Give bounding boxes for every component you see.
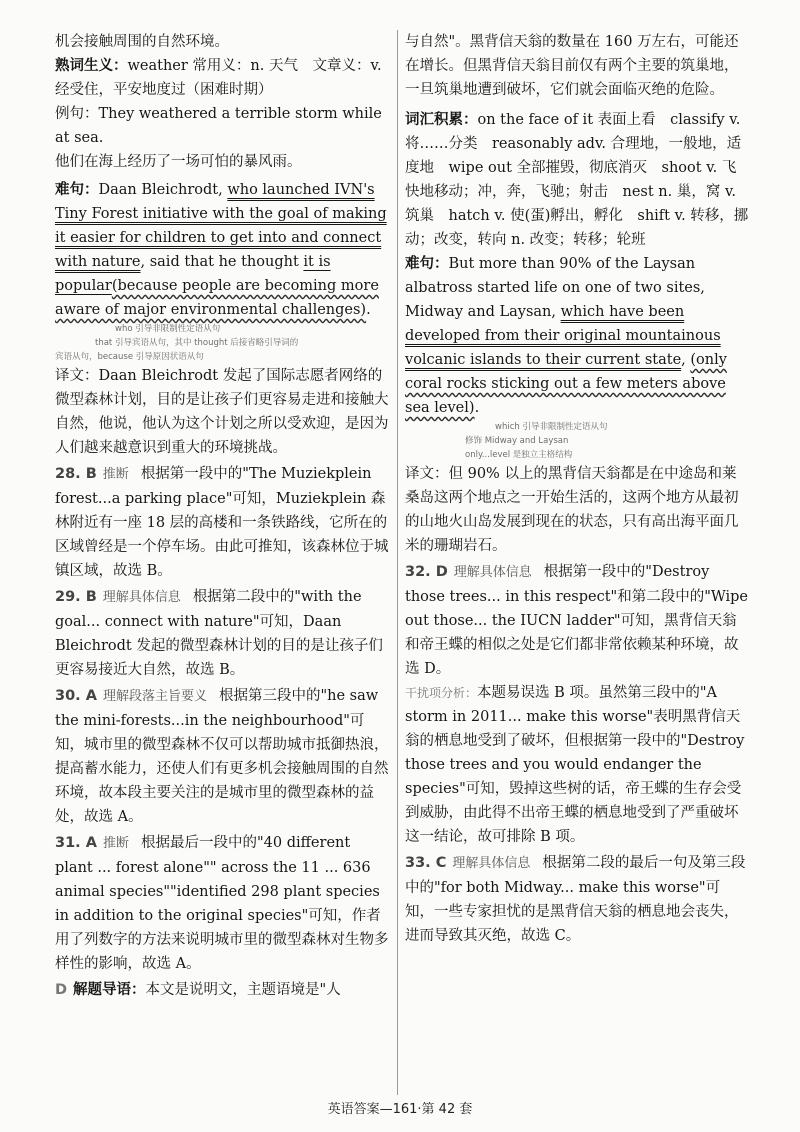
guide-label: 解题导语：	[73, 981, 146, 998]
example-sentence	[55, 102, 390, 150]
guide	[55, 978, 390, 1002]
hard2-part-3: ,	[681, 352, 691, 368]
hard-clause-that: it is popular	[55, 254, 331, 294]
page-footer: 英语答案—161·第 42 套	[327, 1102, 473, 1117]
answer-31-type: 推断	[102, 836, 129, 851]
answer-30-num: 30. A	[55, 688, 97, 704]
answer-28	[55, 462, 390, 583]
translation2-text: 但 90% 以上的黑背信天翁都是在中途岛和莱桑岛这两个地点之一开始生活的，这两个地方从最初的山地火山岛发展到现在的状态，只有高出海平面几米的珊瑚岩石。	[405, 466, 739, 554]
hard2-label: 难句：	[405, 255, 449, 272]
example-label: 例句：	[55, 106, 99, 122]
hard-part-1: Daan Bleichrodt,	[98, 182, 228, 198]
translation	[55, 364, 390, 460]
answer-32-type: 理解具体信息	[453, 565, 532, 580]
interference-text: 本题易误选 B 项。虽然第三段中的"A storm in 2011... make this worse"表明黑背信天翁的栖息地受到了破坏，但根据第一段中的"Destroy those trees and you would endanger the species"可知，毁掉这些树的话，帝王蝶的生存会受到威胁，由此得不出帝王蝶的栖息地受到了严重破坏这一结论，故可排除 B 项。	[405, 685, 745, 845]
hard-clause-who: who launched IVN's Tiny Forest initiative with the goal of making it easier for children to get into and connect with nature	[55, 182, 387, 270]
answer-30-text: 根据第三段中的"he saw the mini-forests...in the neighbourhood"可知，城市里的微型森林不仅可以帮助城市抵御热浪，提高蓄水能力，还使人们有更多机会接触周围的自然环境，故本段主要关注的是城市里的微型森林的益处，故选 A。	[55, 688, 389, 825]
hard-sentence	[55, 178, 390, 322]
answer-28-type: 推断	[102, 467, 129, 482]
vocab-note	[55, 54, 390, 102]
answer-32	[405, 560, 749, 681]
answer-31-text: 根据最后一段中的"40 different plant ... forest alone"" across the 11 ... 636 animal species""identified 298 plant species in addition to the original species"可知，作者用了列数字的方法来说明城市里的微型森林对生物多样性的影响，故选 A。	[55, 835, 389, 972]
example-en: They weathered a terrible storm while at sea.	[55, 106, 382, 146]
hard2-part-1: But more than 90% of the Laysan albatross started life on one of two sites, Midway and Laysan,	[405, 256, 705, 320]
guide-text: 本文是说明文，主题语境是"人	[145, 982, 341, 998]
vocab-label: 熟词生义：	[55, 57, 128, 74]
vocab-accumulation	[405, 108, 749, 252]
answer-33-num: 33. C	[405, 855, 447, 871]
vocab-acc-text: on the face of it 表面上看 classify v. 将……分类 reasonably adv. 合理地，一般地，适度地 wipe out 全部摧毁，彻底消灭 shoot v. 飞快地移动；冲，奔，飞驰；射击 nest n. 巢，窝 v. 筑巢 hatch v. 使(蛋)孵出，孵化 shift v. 转移，挪动；改变，转向 n. 改变；转移；轮班	[405, 112, 749, 248]
answer-33-text: 根据第二段的最后一句及第三段中的"for both Midway... make this worse"可知，一些专家担忧的是黑背信天翁的栖息地会丧失，进而导致其灭绝，故选 C。	[405, 855, 746, 944]
hard2-annotation-2: 修饰 Midway and Laysan	[465, 436, 569, 446]
answer-33-type: 理解具体信息	[452, 856, 531, 871]
hard-label: 难句：	[55, 181, 99, 198]
answer-28-text: 根据第一段中的"The Muziekplein forest...a parking place"可知，Muziekplein 森林附近有一座 18 层的高楼和一条铁路线，它所在的区域曾经是一个停车场。由此可推知，该森林位于城镇区域，故选 B。	[55, 466, 389, 579]
hard2-annotation-3: only...level 是独立主格结构	[465, 450, 573, 460]
hard-annotation-1: who 引导非限制性定语从句	[115, 324, 221, 334]
vocab-acc-label: 词汇积累：	[405, 111, 478, 128]
answer-29-text: 根据第二段中的"with the goal... connect with nature"可知，Daan Bleichrodt 发起的微型森林计划的目的是让孩子们更容易接近大自然，故选 B。	[55, 589, 383, 678]
hard-part-6: .	[366, 302, 371, 318]
translation-text: Daan Bleichrodt 发起了国际志愿者网络的微型森林计划，目的是让孩子们更容易走进和接触大自然，他说，他认为这个计划之所以受欢迎，是因为人们越来越意识到重大的环境挑战。	[55, 368, 389, 456]
hard-annotation-2: that 引导宾语从句，其中 thought 后接省略引导词的	[95, 338, 299, 348]
answer-29-num: 29. B	[55, 589, 97, 605]
answer-31	[55, 831, 390, 976]
hard-part-3: , said that he thought	[140, 254, 304, 270]
interference-analysis	[405, 681, 749, 849]
answer-29-type: 理解具体信息	[102, 590, 181, 605]
vocab-text: weather 常用义：n. 天气 文章义：v. 经受住，平安地度过（困难时期）	[55, 58, 382, 98]
left-column	[55, 30, 390, 1002]
right-column	[405, 30, 749, 948]
translation2-label: 译文：	[405, 466, 449, 482]
hard2-annotation-1: which 引导非限制性定语从句	[495, 422, 608, 432]
interference-label: 干扰项分析：	[405, 686, 478, 700]
hard2-part-5: .	[474, 400, 480, 416]
translation-2	[405, 462, 749, 558]
answer-28-num: 28. B	[55, 466, 97, 482]
hard-sentence-2	[405, 252, 749, 420]
translation-label: 译文：	[55, 368, 99, 384]
answer-33	[405, 851, 749, 948]
answer-30	[55, 684, 390, 829]
hard-annotation-3: 宾语从句，because 引导原因状语从句	[55, 352, 204, 362]
guide-icon: D	[55, 982, 68, 998]
example-translation: 他们在海上经历了一场可怕的暴风雨。	[55, 154, 302, 170]
answer-32-num: 32. D	[405, 564, 448, 580]
hard2-absolute: (only coral rocks sticking out a few meters above sea level)	[405, 352, 727, 416]
hard-clause-because: (because people are becoming more aware of major environmental challenges)	[55, 278, 379, 318]
answer-31-num: 31. A	[55, 835, 97, 851]
hard2-clause-which: which have been developed from their original mountainous volcanic islands to their current state	[405, 304, 721, 368]
answer-29	[55, 585, 390, 682]
column-divider	[397, 30, 398, 1095]
answer-30-type: 理解段落主旨要义	[102, 689, 207, 704]
answer-32-text: 根据第一段中的"Destroy those trees... in this respect"和第二段中的"Wipe out those... the IUCN ladder"可知，黑背信天翁和帝王蝶的相似之处是它们都非常依赖某种环境，故选 D。	[405, 564, 749, 677]
intro-line: 机会接触周围的自然环境。	[55, 34, 229, 50]
guide-continued: 与自然"。黑背信天翁的数量在 160 万左右，可能还在增长。但黑背信天翁目前仅有两个主要的筑巢地，一旦筑巢地遭到破坏，它们就会面临灭绝的危险。	[405, 34, 739, 98]
